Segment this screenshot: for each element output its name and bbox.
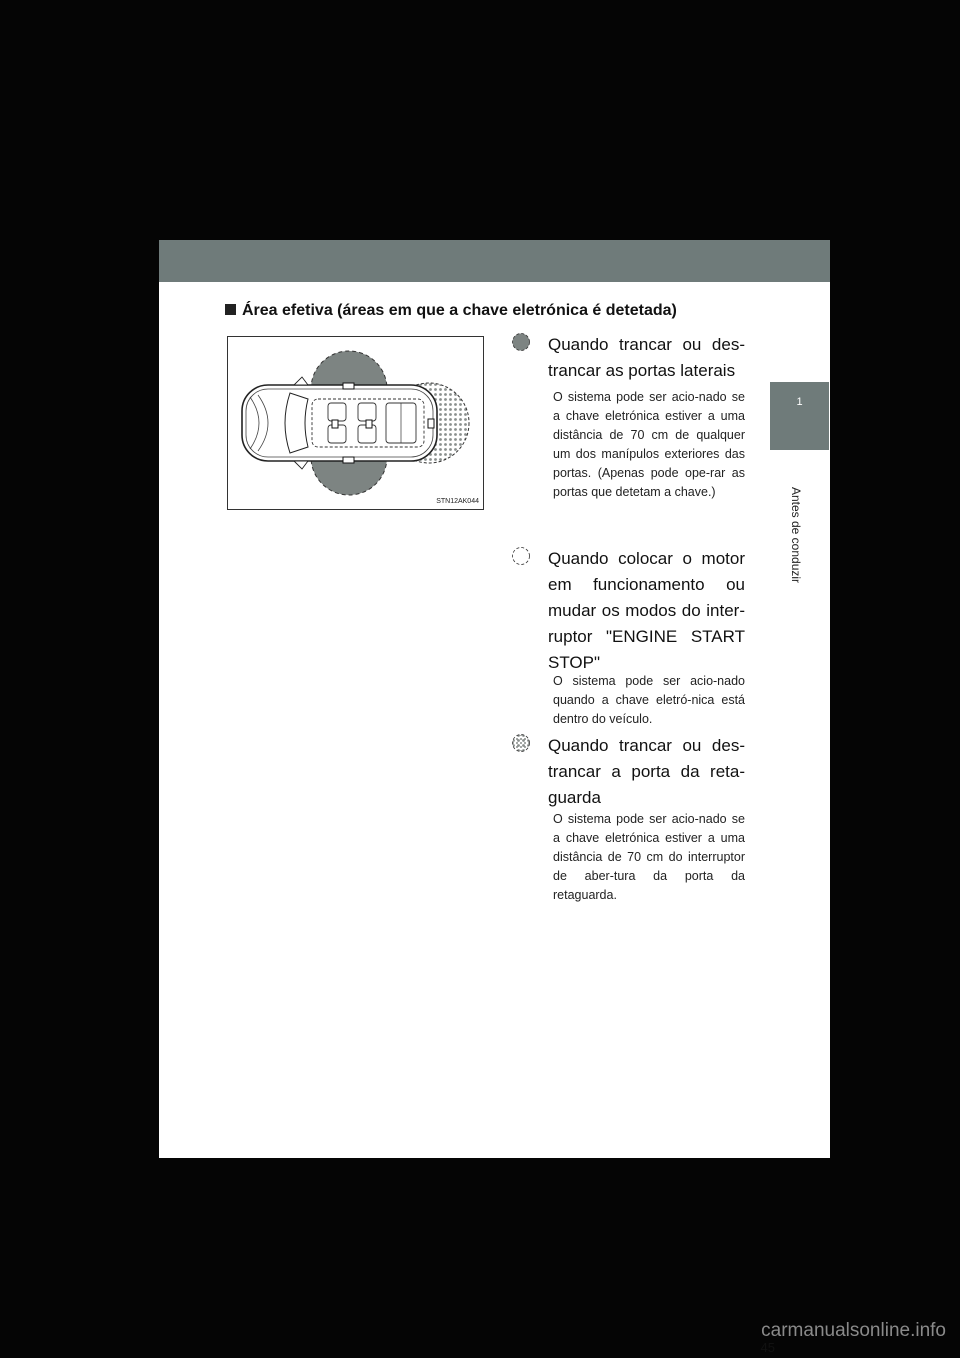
- watermark: carmanualsonline.info: [761, 1320, 946, 1341]
- page-number: 45: [760, 1340, 775, 1355]
- item-title-engine-start: Quando colocar o motor em funcionamento ou mudar os modos do inter-ruptor "ENGINE START STOP": [548, 549, 745, 672]
- chapter-label: Antes de conduzir: [789, 486, 803, 584]
- figure-code: STN12AK044: [436, 498, 479, 505]
- section-heading: Área efetiva (áreas em que a chave eletrónica é detetada): [225, 302, 765, 320]
- vehicle-diagram: [227, 336, 484, 510]
- square-bullet-icon: [225, 304, 236, 315]
- item-title-side-doors: Quando trancar ou des-trancar as portas laterais: [548, 335, 745, 380]
- car-top-view-diagram: [228, 337, 483, 509]
- dashed-white-circle-icon: [511, 546, 531, 566]
- item-description-rear-door: O sistema pode ser acio-nado se a chave eletrónica estiver a uma distância de 70 cm do interruptor de aber-tura da porta da retaguarda.: [553, 812, 745, 902]
- chapter-number: 1: [796, 396, 803, 408]
- solid-gray-circle-icon: [511, 332, 531, 352]
- manual-page: [159, 240, 830, 1355]
- item-title-rear-door: Quando trancar ou des-trancar a porta da reta-guarda: [548, 736, 745, 807]
- header-bar: [159, 240, 830, 282]
- item-description-side-doors: O sistema pode ser acio-nado se a chave eletrónica estiver a uma distância de 70 cm de qualquer um dos manípulos exteriores das portas. (Apenas pode ope-rar as portas que detetam a chave.): [553, 390, 745, 499]
- item-description-engine-start: O sistema pode ser acio-nado quando a chave eletró-nica está dentro do veículo.: [553, 674, 745, 726]
- chapter-tab[interactable]: [770, 382, 829, 450]
- dotted-circle-icon: [511, 733, 531, 753]
